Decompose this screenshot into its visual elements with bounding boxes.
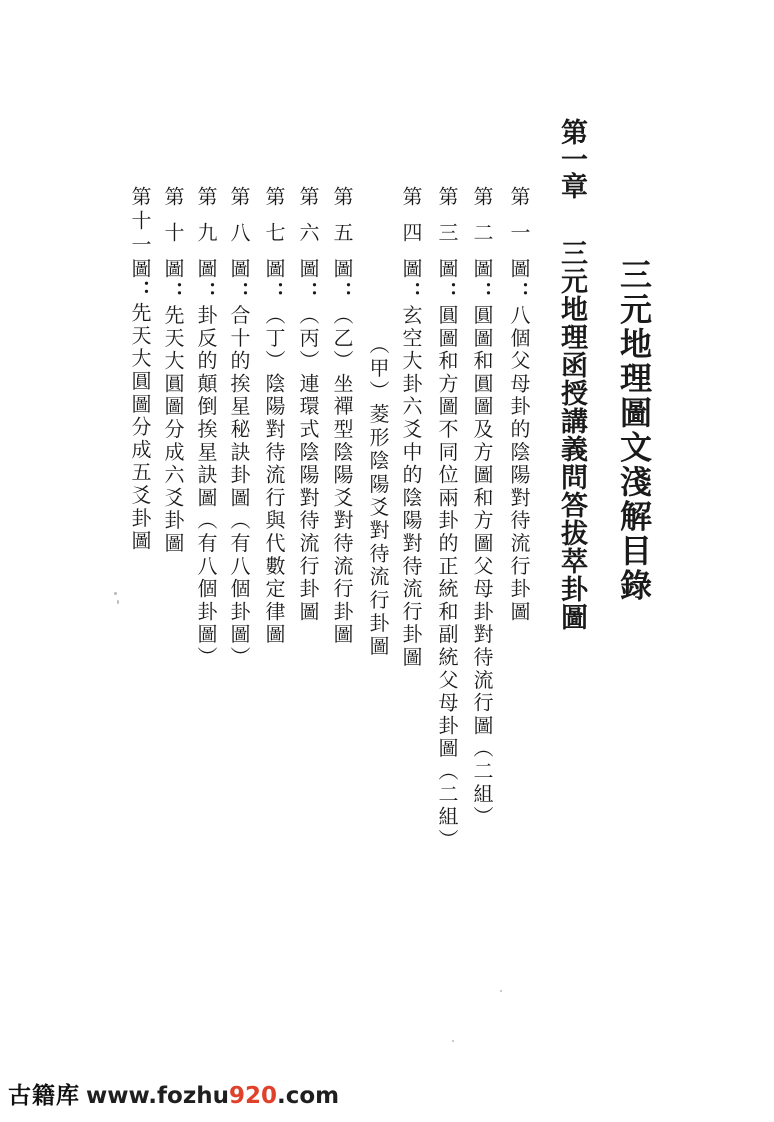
entry-number: 第七 [262,186,286,258]
entry-number: 第一 [507,186,531,258]
toc-entry-9 [196,186,216,669]
toc-entry-6 [298,186,318,624]
toc-entry-11 [130,186,150,553]
watermark-domain-number: 920 [228,1083,277,1109]
toc-entry-5 [332,186,352,646]
toc-entry-3 [437,186,457,852]
watermark-site-name: 古籍库 [8,1083,80,1109]
entry-text: 八個父母卦的陰陽對待流行卦圖 [507,304,531,624]
entry-text: 卦反的顛倒挨星訣圖（有八個卦圖） [194,304,218,670]
entry-number: 第二 [470,186,494,258]
entry-separator: ： [194,281,218,305]
entry-text: 玄空大卦六爻中的陰陽對待流行卦圖 [399,304,423,670]
entry-label: 圖 [161,258,185,282]
toc-entry-10 [163,186,183,555]
entry-separator: ： [435,281,459,305]
watermark-domain-suffix: .com [276,1083,340,1109]
entry-separator: ： [296,281,320,305]
toc-entry-4 [401,186,421,669]
entry-number: 第五 [330,186,354,258]
entry-separator: ： [470,281,494,305]
watermark-domain-prefix: www.fozhu [86,1083,229,1109]
entry-text: 先天大圓圖分成五爻卦圖 [128,302,152,553]
entry-label: 圖 [470,258,494,282]
entry-label: 圖 [330,258,354,282]
entry-text: 圓圖和方圖不同位兩卦的正統和副統父母卦圖（二組） [435,304,459,852]
entry-text: （丁）陰陽對待流行與代數定律圖 [262,304,286,647]
entry-text: 圓圖和圓圖及方圖和方圖父母卦對待流行圖（二組） [470,304,494,829]
site-watermark [8,1077,339,1110]
entry-text: （乙）坐禪型陰陽爻對待流行卦圖 [330,304,354,647]
chapter-heading [558,118,585,631]
entry-number: 第十 [161,186,185,258]
entry-label: 圖 [262,258,286,282]
entry-separator: ： [262,281,286,305]
entry-text: 先天大圓圖分成六爻卦圖 [161,304,185,556]
entry-number: 第三 [435,186,459,258]
scan-speck [500,990,502,992]
entry-number: 第八 [227,186,251,258]
entry-separator: ： [399,281,423,305]
entry-label: 圖 [435,258,459,282]
entry-text: 合十的挨星秘訣卦圖（有八個卦圖） [227,304,251,670]
entry-number: 第十一 [128,186,152,258]
entry-text: （丙）連環式陰陽對待流行卦圖 [296,304,320,624]
scan-speck [114,592,117,595]
book-title: 三元地理圖文淺解目錄 [615,258,653,603]
entry-separator: ： [330,281,354,305]
entry-separator: ： [227,281,251,305]
scan-speck [452,1040,454,1042]
chapter-number: 第一章 [556,118,587,199]
toc-entry-1 [509,186,529,624]
entry-separator: ： [128,280,152,302]
entry-label: 圖 [227,258,251,282]
scan-speck [117,600,119,604]
entry-label: 圖 [128,258,152,280]
chapter-title: 三元地理函授講義問答拔萃卦圖 [556,239,587,631]
toc-entry-2 [472,186,492,829]
entry-label: 圖 [507,258,531,282]
entry-number: 第九 [194,186,218,258]
entry-number: 第六 [296,186,320,258]
entry-separator: ： [161,281,185,305]
toc-entry-8 [229,186,249,669]
entry-number: 第四 [399,186,423,258]
entry-separator: ： [507,281,531,305]
toc-subentry: （甲）菱形陰陽爻對待流行卦圖 [366,334,390,659]
toc-entry-7 [264,186,284,646]
entry-label: 圖 [296,258,320,282]
entry-label: 圖 [399,258,423,282]
entry-label: 圖 [194,258,218,282]
